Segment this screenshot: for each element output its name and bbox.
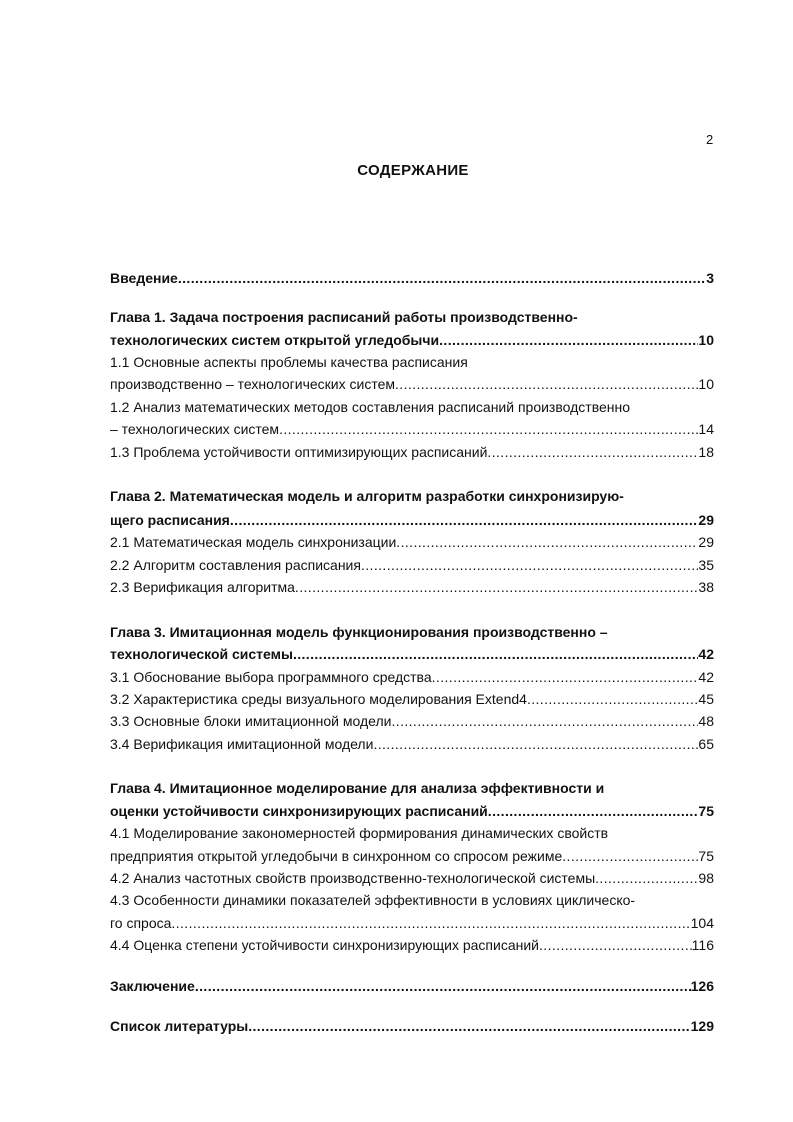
page-title: СОДЕРЖАНИЕ: [357, 162, 469, 179]
toc-entry-text: – технологических систем: [110, 421, 280, 437]
toc-chapter-3-heading[interactable]: Глава 3. Имитационная модель функционирования производственно –: [110, 624, 608, 640]
toc-section-3-4[interactable]: [110, 734, 714, 754]
toc-page-number: 35: [698, 557, 714, 573]
leader-dots: [527, 689, 698, 709]
toc-page-number: 126: [690, 978, 714, 994]
toc-section-2-2[interactable]: [110, 555, 714, 575]
toc-section-1-2-heading[interactable]: 1.2 Анализ математических методов составления расписаний производственно: [110, 399, 631, 415]
toc-page-number: 3: [706, 270, 714, 286]
toc-chapter-4-heading[interactable]: Глава 4. Имитационное моделирование для анализа эффективности и: [110, 780, 605, 796]
toc-entry-references[interactable]: [110, 1016, 714, 1036]
leader-dots: [293, 644, 698, 664]
toc-entry-text: щего расписания: [110, 512, 230, 528]
toc-section-4-1-heading[interactable]: 4.1 Моделирование закономерностей формирования динамических свойств: [110, 825, 609, 841]
leader-dots: [373, 734, 698, 754]
toc-page-number: 45: [698, 691, 714, 707]
leader-dots: [539, 935, 692, 955]
toc-section-4-3[interactable]: [110, 913, 714, 933]
toc-page-number: 29: [698, 534, 714, 550]
toc-section-3-1[interactable]: [110, 667, 714, 687]
leader-dots: [248, 1016, 690, 1036]
toc-page-number: 48: [698, 713, 714, 729]
toc-section-2-3[interactable]: [110, 577, 714, 597]
toc-entry-text: го спроса: [110, 915, 172, 931]
toc-chapter-1-heading[interactable]: Глава 1. Задача построения расписаний работы производственно-: [110, 309, 578, 325]
leader-dots: [432, 667, 699, 687]
toc-page-number: 116: [691, 937, 714, 953]
toc-chapter-3[interactable]: [110, 644, 714, 664]
toc-entry-text: производственно – технологических систем: [110, 376, 395, 392]
toc-section-3-3[interactable]: [110, 711, 714, 731]
toc-page-number: 42: [698, 669, 714, 685]
toc-entry-text: 4.2 Анализ частотных свойств производственно-технологической системы: [110, 870, 596, 886]
toc-page-number: 29: [698, 512, 714, 528]
toc-entry-text: 2.2 Алгоритм составления расписания: [110, 557, 361, 573]
toc-entry-text: технологической системы: [110, 646, 293, 662]
leader-dots: [295, 577, 699, 597]
leader-dots: [595, 868, 698, 888]
toc-entry-text: 3.4 Верификация имитационной модели: [110, 736, 374, 752]
toc-page-number: 75: [698, 848, 714, 864]
toc-entry-text: 2.1 Математическая модель синхронизации: [110, 534, 397, 550]
toc-section-1-2[interactable]: [110, 419, 714, 439]
leader-dots: [195, 976, 691, 996]
toc-section-4-1[interactable]: [110, 846, 714, 866]
toc-section-1-1[interactable]: [110, 374, 714, 394]
toc-chapter-4[interactable]: [110, 801, 714, 821]
leader-dots: [562, 846, 698, 866]
leader-dots: [439, 330, 698, 350]
toc-page-number: 18: [698, 444, 714, 460]
leader-dots: [395, 374, 698, 394]
toc-page-number: 10: [698, 376, 714, 392]
toc-section-2-1[interactable]: [110, 532, 714, 552]
toc-entry-text: оценки устойчивости синхронизирующих расписаний: [110, 803, 488, 819]
leader-dots: [171, 913, 690, 933]
leader-dots: [178, 268, 706, 288]
toc-entry-text: 4.4 Оценка степени устойчивости синхронизирующих расписаний: [110, 937, 539, 953]
toc-entry-text: 3.3 Основные блоки имитационной модели: [110, 713, 392, 729]
toc-page-number: 129: [690, 1018, 714, 1034]
toc-page-number: 10: [698, 332, 714, 348]
toc-section-1-1-heading[interactable]: 1.1 Основные аспекты проблемы качества расписания: [110, 354, 468, 370]
leader-dots: [230, 510, 699, 530]
toc-page-number: 14: [698, 421, 714, 437]
leader-dots: [279, 419, 698, 439]
leader-dots: [396, 532, 698, 552]
toc-chapter-1[interactable]: [110, 330, 714, 350]
toc-entry-text: Список литературы: [110, 1018, 249, 1034]
toc-page-number: 38: [698, 579, 714, 595]
toc-entry-text: 3.1 Обоснование выбора программного средства: [110, 669, 432, 685]
toc-section-3-2[interactable]: [110, 689, 714, 709]
toc-entry-text: технологических систем открытой угледобычи: [110, 332, 440, 348]
toc-section-1-3[interactable]: [110, 442, 714, 462]
toc-section-4-4[interactable]: [110, 935, 714, 955]
toc-entry-conclusion[interactable]: [110, 976, 714, 996]
toc-entry-intro[interactable]: [110, 268, 714, 288]
leader-dots: [487, 442, 698, 462]
toc-entry-text: 1.3 Проблема устойчивости оптимизирующих расписаний: [110, 444, 488, 460]
toc-chapter-2-heading[interactable]: Глава 2. Математическая модель и алгоритм разработки синхронизирую-: [110, 488, 624, 504]
leader-dots: [488, 801, 699, 821]
leader-dots: [391, 711, 698, 731]
toc-page-number: 104: [690, 915, 714, 931]
toc-entry-text: 3.2 Характеристика среды визуального моделирования Extend4: [110, 691, 527, 707]
toc-entry-text: Заключение: [110, 978, 195, 994]
toc-section-4-3-heading[interactable]: 4.3 Особенности динамики показателей эффективности в условиях циклическо-: [110, 892, 636, 908]
toc-page-number: 65: [698, 736, 714, 752]
toc-page-number: 98: [698, 870, 714, 886]
toc-page-number: 75: [698, 803, 714, 819]
toc-chapter-2[interactable]: [110, 510, 714, 530]
toc-entry-text: Введение: [110, 270, 178, 286]
toc-entry-text: 2.3 Верификация алгоритма: [110, 579, 295, 595]
leader-dots: [361, 555, 698, 575]
toc-page-number: 42: [698, 646, 714, 662]
page-number: 2: [706, 132, 714, 147]
toc-section-4-2[interactable]: [110, 868, 714, 888]
toc-entry-text: предприятия открытой угледобычи в синхронном со спросом режиме: [110, 848, 563, 864]
